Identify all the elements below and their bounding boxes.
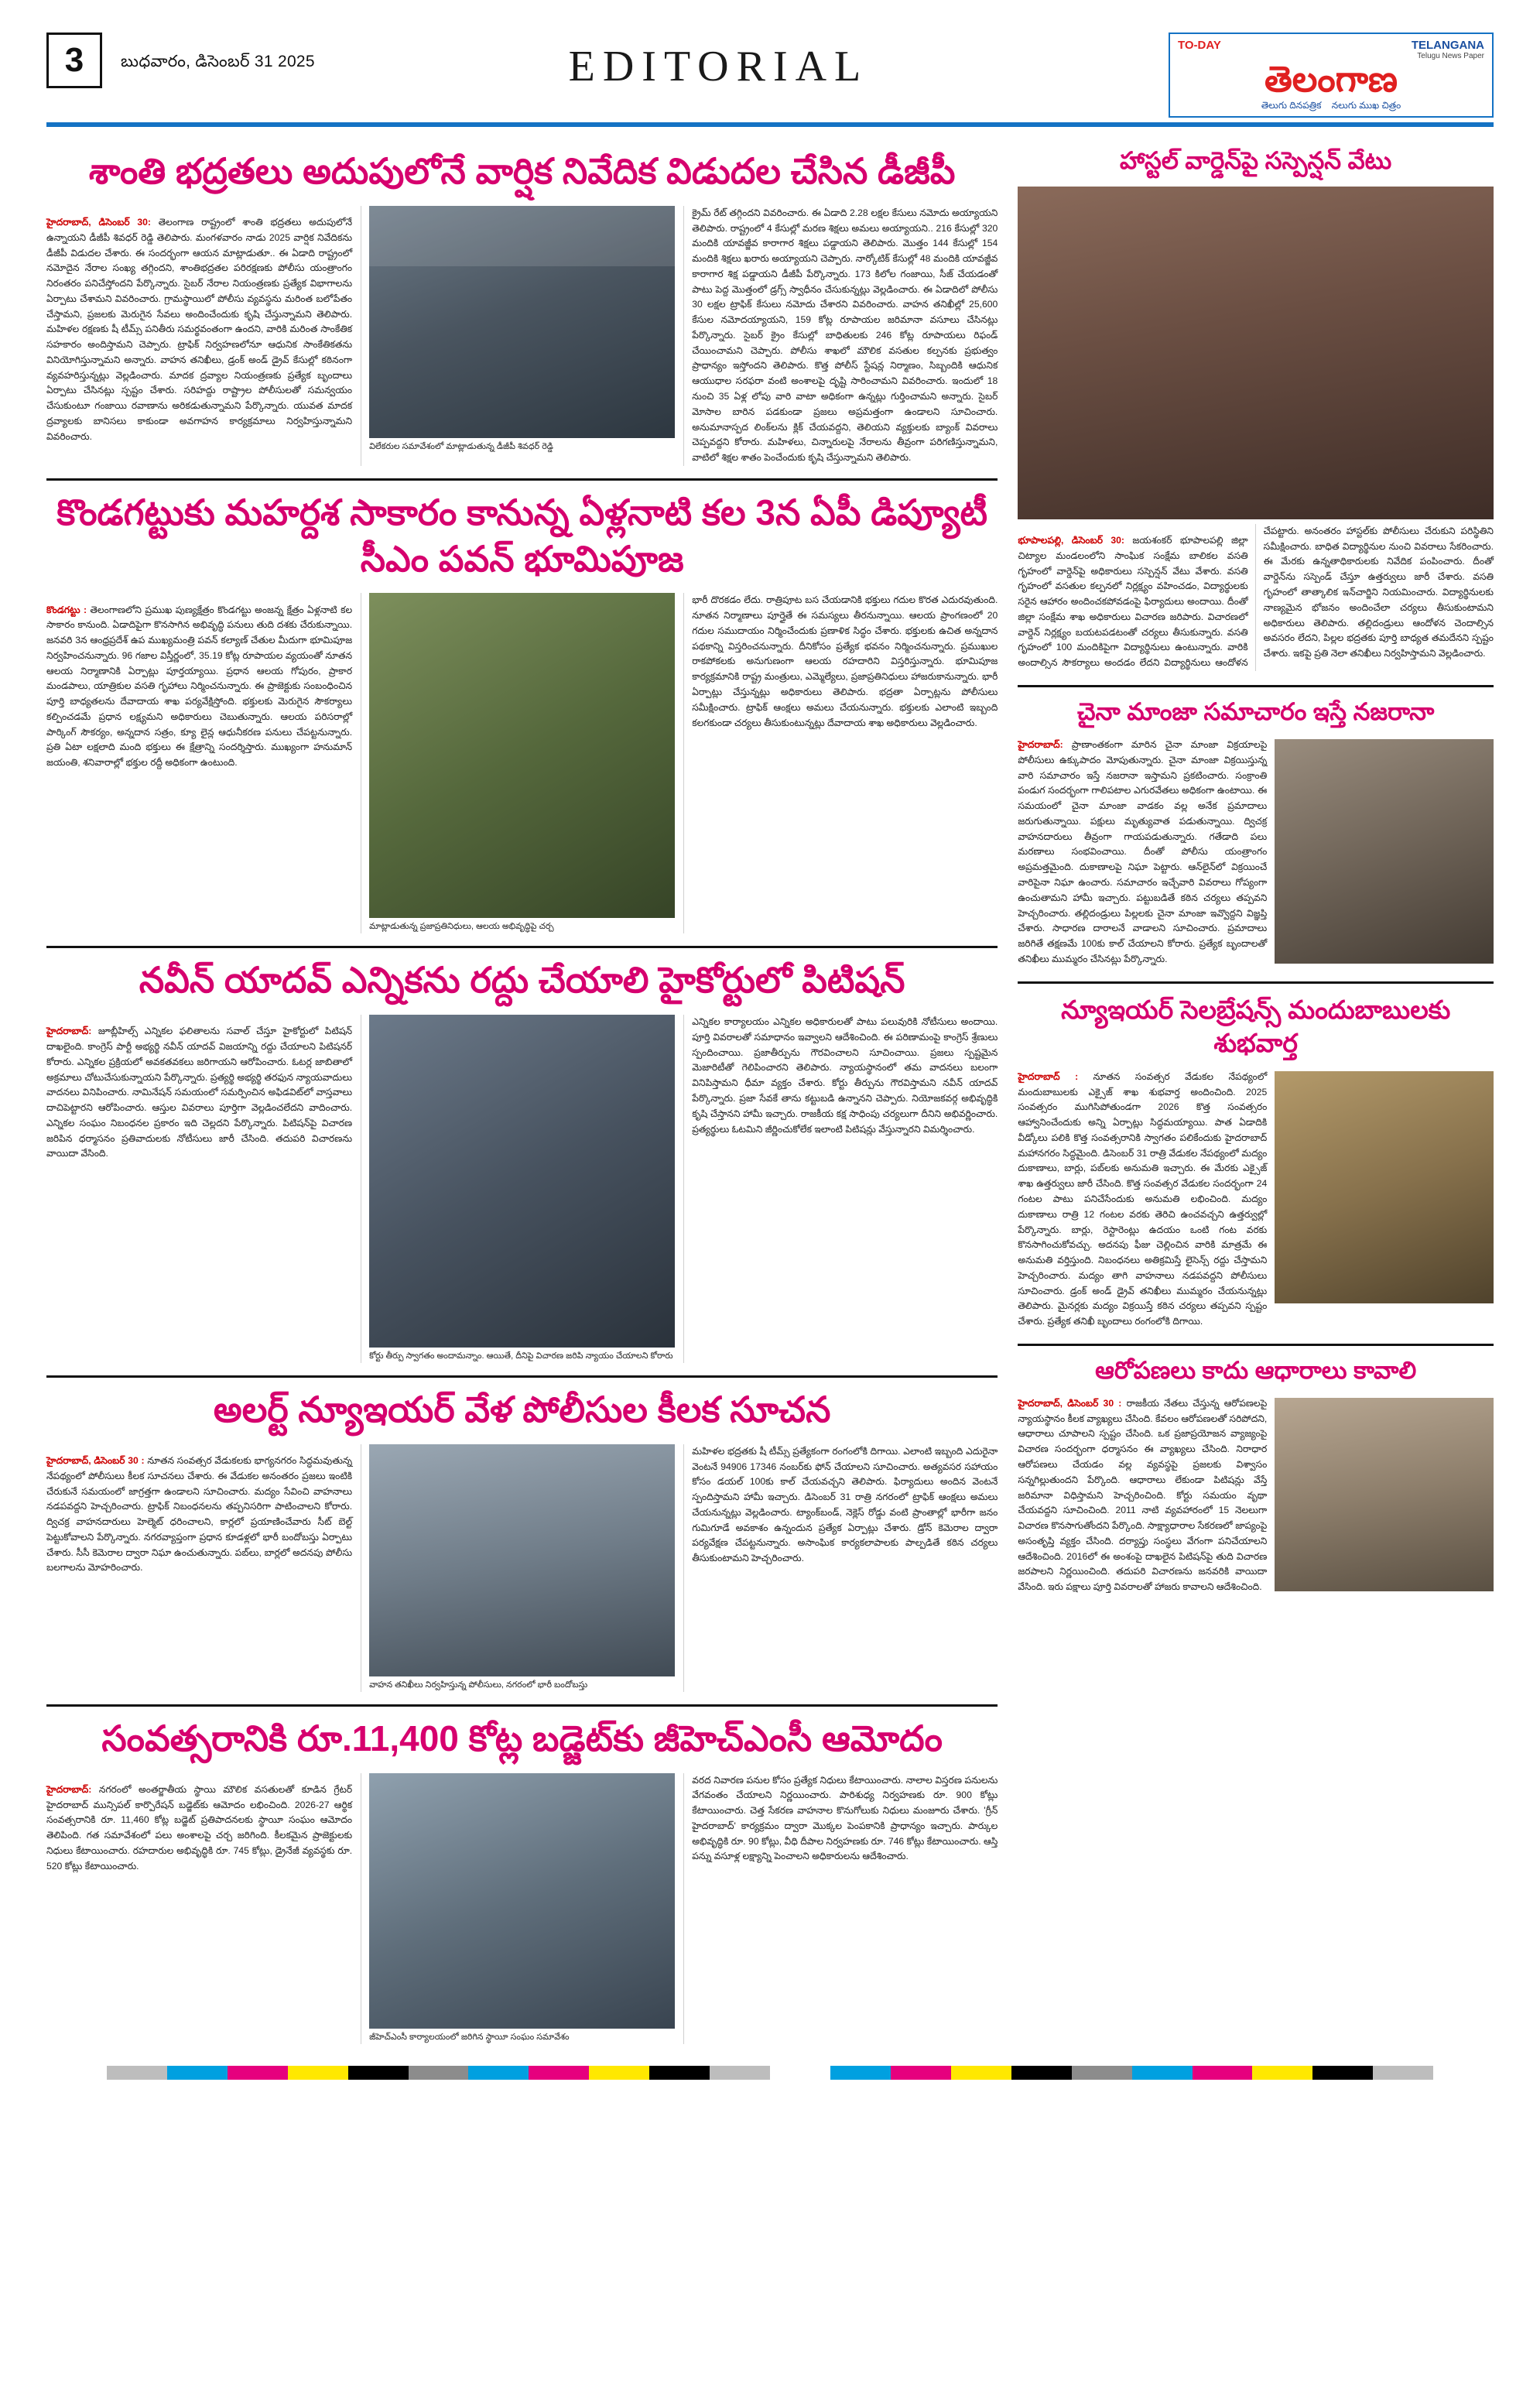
article-china-manja-photo [1275,739,1494,964]
color-swatch [1193,2066,1253,2080]
color-swatch [1373,2066,1433,2080]
logo-today: TO-DAY [1178,39,1221,52]
logo-state-sub: Telugu News Paper [1417,52,1484,60]
color-swatch [1132,2066,1193,2080]
article-ghmc-photo [369,1773,675,2029]
article-china-manja-headline: చైనా మాంజా సమాచారం ఇస్తే నజరానా [1076,697,1435,725]
article-dgp-caption: విలేకరుల సమావేశంలో మాట్లాడుతున్న డీజీపీ శివధర్ రెడ్డి [369,441,553,451]
article-ghmc-body-2: వరద నివారణ పనుల కోసం ప్రత్యేక నిధులు కేటాయించారు. నాలాల విస్తరణ పనులను వేగవంతం చేయాలని నిర్ణయించారు. పారిశుధ్య నిర్వహణకు రూ. 900 కోట్లు కేటాయించారు. చెత్త సేకరణ వాహనాల కొనుగోలుకు నిధులు మంజూరు చేశారు. 'గ్రీన్ హైదరాబాద్' కార్యక్రమం ద్వారా మొక్కల పెంపకానికి ప్రాధాన్యం ఇచ్చారు. పార్కుల అభివృద్ధికి రూ. 90 కోట్లు, వీధి దీపాల నిర్వహణకు రూ. 746 కోట్లు కేటాయించారు. ఆస్తి పన్ను వసూళ్ల లక్ష్యాన్ని పెంచాలని అధికారులను ఆదేశించారు. [692,1774,998,1862]
article-naveen-headline: నవీన్ యాదవ్ ఎన్నికను రద్దు చేయాలి హైకోర్టులో పిటిషన్ [139,960,905,1001]
article-dgp-photo [369,206,675,438]
article-dgp [46,149,998,466]
divider-4 [46,1704,998,1707]
article-newyear-liquor-figure [1275,1071,1494,1303]
logo-brand: తెలంగాణ [1264,60,1398,99]
article-kondagattu-dateline: కొండగట్టు : [46,604,87,615]
color-swatch [288,2066,348,2080]
article-naveen-body-1: జూబ్లీహిల్స్ ఎన్నికల ఫలితాలను సవాల్ చేస్తూ హైకోర్టులో పిటిషన్ దాఖలైంది. కాంగ్రెస్ పార్టీ అభ్యర్థి నవీన్ యాదవ్ విజయాన్ని రద్దు చేయాలని పిటిషనర్ కోరారు. ఎన్నికల ప్రక్రియలో అవకతవకలు జరిగాయని ఆరోపించారు. ఓటర్ల జాబితాలో అక్రమాలు చోటుచేసుకున్నాయని పేర్కొన్నారు. ప్రత్యర్థి అభ్యర్థి తరఫున న్యాయవాదులు వాదనలు వినిపించారు. నామినేషన్ సమయంలో సమర్పించిన అఫిడవిట్‌లో వాస్తవాలు దాచిపెట్టారని ఆరోపించారు. ఆస్తుల వివరాలు పూర్తిగా వెల్లడించలేదని వాదించారు. ఎన్నికల సంఘం నిబంధనల ప్రకారం ఇది చెల్లదని పేర్కొన్నారు. పిటిషన్‌పై విచారణ జరిపిన ధర్మాసనం ప్రతివాదులకు నోటీసులు జారీ చేసింది. తదుపరి విచారణను వాయిదా వేసింది. [46,1026,353,1159]
article-hostel-dateline: భూపాలపల్లి, డిసెంబర్ 30: [1018,535,1124,546]
article-naveen-caption: కోర్టు తీర్పు స్వాగతం అందామన్నాం. ఆయితే, దీనిపై విచారణ జరిపి న్యాయం చేయాలని కోరారు [369,1351,673,1361]
article-kondagattu-headline: కొండగట్టుకు మహర్దశ సాకారం కానున్న ఏళ్లనాటి కల 3న ఏపీ డిప్యూటీ సీఎం పవన్ భూమిపూజ [56,491,988,579]
article-kondagattu-figure [369,593,675,933]
color-swatch [529,2066,589,2080]
color-swatch [951,2066,1011,2080]
color-swatch [891,2066,951,2080]
publication-date: బుధవారం, డిసెంబర్ 31 2025 [121,53,315,70]
left-column [46,141,998,2049]
article-ghmc-figure [369,1773,675,2044]
color-swatch [589,2066,649,2080]
article-newyear-liquor-headline: న్యూఇయర్ సెలబ్రేషన్స్ మందుబాబులకు శుభవార్త [1061,995,1451,1058]
article-hostel-photo [1018,187,1494,519]
divider-r3 [1018,1344,1494,1346]
article-dgp-body-2: క్రైమ్ రేట్ తగ్గిందని వివరించారు. ఈ ఏడాది 2.28 లక్షల కేసులు నమోదు అయ్యాయని తెలిపారు. రాష్ట్రంలో 4 కేసుల్లో మరణ శిక్షలు అమలు అయ్యాయని.. 216 కేసుల్లో 320 మందికి యావజ్జీవ కారాగార శిక్షలు పడ్డాయని తెలిపారు. మొత్తం 144 కేసుల్లో 154 మందికి శిక్షలు ఖరారు అయ్యాయని చెప్పారు. నార్కోటిక్ కేసుల్లో 48 మందికి యావజ్జీవ కారాగార శిక్ష పడ్డాయని డీజీపీ పేర్కొన్నారు. 173 కిలోల గంజాయి, సీజ్ చేయడంతో పాటు పెద్ద మొత్తంలో డ్రగ్స్ స్వాధీనం చేసుకున్నట్లు వెల్లడించారు. ఈ ఏడాదిలో పోలీసు 30 లక్షల ట్రాఫిక్ కేసులు నమోదు చేశారని వివరించారు. వాహన తనిఖీల్లో 25,600 కేసుల నమోదయ్యాయని, 159 కోట్ల రూపాయల జరిమానా వసూలు చేసినట్లు పేర్కొన్నారు. సైబర్ క్రైం కేసుల్లో బాధితులకు 246 కోట్ల రూపాయలు రిఫండ్ చేయించామని చెప్పారు. పోలీసు శాఖలో మౌలిక వసతుల కల్పనకు ప్రభుత్వం ప్రాధాన్యం ఇస్తోందని తెలిపారు. కొత్త పోలీస్ స్టేషన్ల నిర్మాణం, సిబ్బందికి ఆధునిక ఆయుధాల సరఫరా వంటి అంశాలపై దృష్టి సారించామని వివరించారు. ఇందులో 18 నుంచి 35 ఏళ్ల లోపు వారి వాటా అధికంగా ఉన్నట్లు గుర్తించామని అన్నారు. సైబర్ మోసాల బారిన పడకుండా ప్రజలు అప్రమత్తంగా ఉండాలని సూచించారు. అనుమానాస్పద లింక్‌లను క్లిక్ చేయవద్దని, తెలియని వ్యక్తులకు బ్యాంక్ వివరాలు చెప్పవద్దని కోరారు. మహిళలు, చిన్నారులపై నేరాలను తీవ్రంగా పరిగణిస్తున్నామని, వాటిలో శిక్షల శాతం పెంచేందుకు కృషి చేస్తున్నామని తెలిపారు. [692,207,998,464]
article-hostel [1018,146,1494,671]
article-alert [46,1387,998,1692]
article-allegations-figure [1275,1398,1494,1591]
newspaper-logo [1169,33,1494,118]
article-alert-dateline: హైదరాబాద్, డిసెంబర్ 30 : [46,1455,145,1467]
article-newyear-liquor-photo [1275,1071,1494,1303]
article-ghmc-caption: జీహెచ్ఎంసీ కార్యాలయంలో జరిగిన స్థాయీ సంఘం సమావేశం [369,2032,570,2042]
article-naveen-figure [369,1015,675,1363]
divider-1 [46,478,998,481]
article-kondagattu-photo [369,593,675,918]
color-swatch [649,2066,710,2080]
section-title: EDITORIAL [568,43,869,91]
article-ghmc-body-1: నగరంలో అంతర్జాతీయ స్థాయి మౌలిక వసతులతో కూడిన గ్రేటర్ హైదరాబాద్ మున్సిపల్ కార్పొరేషన్ బడ్జెట్‌కు ఆమోదం లభించింది. 2026-27 ఆర్థిక సంవత్సరానికి రూ. 11,460 కోట్ల బడ్జెట్ ప్రతిపాదనలకు స్థాయీ సంఘం ఆమోదం తెలిపింది. గత సమావేశంలో పలు అంశాలపై చర్చ జరిగింది. కీలకమైన ప్రాజెక్టులకు నిధులు కేటాయించారు. రహదారుల అభివృద్ధికి రూ. 745 కోట్లు, డ్రైనేజీ వ్యవస్థకు రూ. 520 కోట్లు కేటాయించారు. [46,1783,353,1872]
article-allegations-headline: ఆరోపణలు కాదు ఆధారాలు కావాలి [1095,1356,1417,1384]
article-dgp-dateline: హైదరాబాద్, డిసెంబర్ 30: [46,216,151,228]
right-column [1018,141,1494,2049]
color-swatch [770,2066,830,2080]
divider-2 [46,946,998,948]
article-naveen [46,957,998,1363]
article-china-manja-body: ప్రాణాంతకంగా మారిన చైనా మాంజా విక్రయాలపై పోలీసులు ఉక్కుపాదం మోపుతున్నారు. చైనా మాంజా విక్రయిస్తున్న వారి సమాచారం ఇస్తే నజరానా ఇస్తామని ప్రకటించారు. సంక్రాంతి పండుగ సందర్భంగా గాలిపటాల ఎగురవేతలు అధికంగా ఉంటాయి. ఈ సమయంలో చైనా మాంజా వాడకం వల్ల అనేక ప్రమాదాలు జరుగుతున్నాయి. పక్షులు మృత్యువాత పడుతున్నాయి. ద్విచక్ర వాహనదారులు తీవ్రంగా గాయపడుతున్నారు. గతేడాది పలు మరణాలు సంభవించాయి. దీంతో పోలీసు యంత్రాంగం అప్రమత్తమైంది. దుకాణాలపై నిఘా పెట్టారు. ఆన్‌లైన్‌లో విక్రయించే వారిపైనా నిఘా ఉంచారు. సమాచారం ఇచ్చేవారి వివరాలు గోప్యంగా ఉంచుతామని హామీ ఇచ్చారు. పట్టుబడితే కఠిన చర్యలు తప్పవని హెచ్చరించారు. తల్లిదండ్రులు పిల్లలకు చైనా మాంజా ఇవ్వొద్దని విజ్ఞప్తి చేశారు. సాధారణ దారాలనే వాడాలని సూచించారు. ప్రమాదాలు జరిగితే తక్షణమే 100కు కాల్ చేయాలని కోరారు. ప్రత్యేక బృందాలతో తనిఖీలు ముమ్మరం చేసినట్లు పేర్కొన్నారు. [1018,739,1268,964]
article-kondagattu [46,490,998,934]
article-allegations-photo [1275,1398,1494,1591]
article-naveen-dateline: హైదరాబాద్: [46,1026,92,1037]
article-alert-headline: అలర్ట్ న్యూఇయర్ వేళ పోలీసుల కీలక సూచన [213,1389,831,1430]
article-kondagattu-caption: మాట్లాడుతున్న ప్రజాప్రతినిధులు, ఆలయ అభివృద్ధిపై చర్చ [369,922,554,932]
article-alert-photo [369,1444,675,1676]
registration-color-bar [46,2066,1494,2080]
divider-r1 [1018,685,1494,687]
article-hostel-headline: హాస్టల్ వార్డెన్‌పై సస్పెన్షన్ వేటు [1120,147,1392,174]
color-swatch [468,2066,529,2080]
divider-3 [46,1375,998,1378]
color-swatch [1252,2066,1312,2080]
page-content [46,127,1494,2049]
article-newyear-liquor-dateline: హైదరాబాద్ : [1018,1070,1079,1082]
color-swatch [1072,2066,1132,2080]
article-dgp-figure [369,206,675,454]
article-ghmc [46,1716,998,2044]
color-swatch [409,2066,469,2080]
masthead [46,0,1494,116]
color-swatch [1011,2066,1072,2080]
article-china-manja [1018,697,1494,967]
article-naveen-body-2: ఎన్నికల కార్యాలయం ఎన్నికల అధికారులతో పాటు పలువురికి నోటీసులు అందాయి. పూర్తి వివరాలతో సమాధానం ఇవ్వాలని ఆదేశించింది. ఈ పరిణామంపై కాంగ్రెస్ శ్రేణులు స్పందించాయి. ప్రజాతీర్పును గౌరవించాలని సూచించాయి. ప్రజలు స్పష్టమైన మెజారిటీతో గెలిపించారని తెలిపారు. న్యాయస్థానంలో తమ వాదనలు బలంగా వినిపిస్తామని ధీమా వ్యక్తం చేశారు. కోర్టు తీర్పును గౌరవిస్తామని నవీన్ యాదవ్ పేర్కొన్నారు. ప్రజా సేవకే తాను కట్టుబడి ఉన్నానని చెప్పారు. నియోజకవర్గ అభివృద్ధికి కృషి చేస్తానని హామీ ఇచ్చారు. రాజకీయ కక్ష సాధింపు చర్యలుగా దీనిని అభివర్ణించారు. ప్రత్యర్థులు ఓటమిని జీర్ణించుకోలేక ఇలాంటి పిటిషన్లు వేస్తున్నారని విమర్శించారు. [692,1016,998,1135]
article-allegations [1018,1355,1494,1595]
article-kondagattu-body-2: భారీ దొరకడం లేదు. రాత్రిపూట బస చేయడానికి భక్తులు గదుల కొరత ఎదురవుతుంది. నూతన నిర్మాణాలు పూర్తైతే ఈ సమస్యలు తీరనున్నాయి. ఆలయ ప్రాంగణంలో 20 గదుల సముదాయం నిర్మించేందుకు ప్రణాళిక సిద్ధం చేశారు. భక్తులకు ఉచిత అన్నదాన పథకాన్ని విస్తరించనున్నారు. దీనికోసం ప్రత్యేక భవనం నిర్మించనున్నారు. ప్రముఖుల రాకపోకలకు అనుగుణంగా ఆలయ రహదారిని విస్తరిస్తున్నారు. భూమిపూజ కార్యక్రమానికి రాష్ట్ర మంత్రులు, ఎమ్మెల్యేలు, ప్రజాప్రతినిధులు హాజరుకానున్నారు. భారీ ఏర్పాట్లు చేస్తున్నట్లు అధికారులు తెలిపారు. భద్రతా ఏర్పాట్లను పోలీసులు సమీక్షించారు. ట్రాఫిక్ ఆంక్షలు అమలు చేయనున్నారు. భక్తులకు ఎలాంటి ఇబ్బంది కలగకుండా చర్యలు తీసుకుంటున్నట్లు దేవాదాయ శాఖ అధికారులు వెల్లడించారు. [692,594,998,728]
color-swatch [710,2066,770,2080]
article-dgp-body-1: తెలంగాణ రాష్ట్రంలో శాంతి భద్రతలు అదుపులోనే ఉన్నాయని డీజీపీ శివధర్ రెడ్డి తెలిపారు. మంగళవారం నాడు 2025 వార్షిక నివేదికను డీజీపీ విడుదల చేశారు. ఈ సందర్భంగా ఆయన మాట్లాడుతూ.. ఈ ఏడాది రాష్ట్రంలో నమోదైన నేరాల సంఖ్య తగ్గిందని, శాంతిభద్రతల పరిరక్షణకు పోలీసు యంత్రాంగం నిరంతరం పనిచేస్తోందని పేర్కొన్నారు. సైబర్ నేరాల నియంత్రణకు ప్రత్యేక విభాగాలను ఏర్పాటు చేశామని వివరించారు. గ్రామస్థాయిలో పోలీసు వ్యవస్థను మరింత బలోపేతం చేస్తామని, ప్రజలకు మెరుగైన సేవలు అందించేందుకు కృషి చేస్తున్నామని తెలిపారు. మహిళల రక్షణకు షీ టీమ్స్ పనితీరు సమర్థవంతంగా ఉందని, వారికి మరింత సాంకేతిక సహకారం అందిస్తామని చెప్పారు. ట్రాఫిక్ నిర్వహణలోనూ ఆధునిక సాంకేతికతను వినియోగిస్తున్నామని అన్నారు. వాహన తనిఖీలు, డ్రంక్ అండ్ డ్రైవ్ కేసుల్లో కఠినంగా వ్యవహరిస్తున్నట్లు వెల్లడించారు. మాదక ద్రవ్యాల నియంత్రణకు ప్రత్యేక బృందాలు ఏర్పాటు చేసినట్లు స్పష్టం చేశారు. సరిహద్దు రాష్ట్రాల పోలీసులతో సమన్వయం చేసుకుంటూ గంజాయి రవాణాను అరికడుతున్నామని పేర్కొన్నారు. యువత మాదక ద్రవ్యాలకు బానిసలు కాకుండా అవగాహన కార్యక్రమాలు నిర్వహిస్తున్నామని వివరించారు. [46,216,353,442]
article-alert-body-2: మహిళల భద్రతకు షీ టీమ్స్ ప్రత్యేకంగా రంగంలోకి దిగాయి. ఎలాంటి ఇబ్బంది ఎదురైనా వెంటనే 94906 17346 నంబర్‌కు ఫోన్ చేయాలని సూచించారు. అత్యవసర సహాయం కోసం డయల్ 100కు కాల్ చేయవచ్చని తెలిపారు. ఫిర్యాదులు అందిన వెంటనే స్పందిస్తామని హామీ ఇచ్చారు. డిసెంబర్ 31 రాత్రి నగరంలో ట్రాఫిక్ ఆంక్షలు అమలు చేయనున్నట్లు వెల్లడించారు. ట్యాంక్‌బండ్, నెక్లెస్ రోడ్డు వంటి ప్రాంతాల్లో భారీగా జనం గుమిగూడే అవకాశం ఉన్నందున ప్రత్యేక ఏర్పాట్లు చేశారు. డ్రోన్ కెమెరాల ద్వారా పర్యవేక్షణ చేపట్టనున్నారు. అసాంఘిక కార్యకలాపాలకు పాల్పడితే కఠిన చర్యలు తీసుకుంటామని హెచ్చరించారు. [692,1445,998,1564]
color-swatch [228,2066,288,2080]
page-number: 3 [46,33,102,88]
color-swatch [830,2066,891,2080]
article-alert-body-1: నూతన సంవత్సర వేడుకలకు భాగ్యనగరం సిద్ధమవుతున్న నేపథ్యంలో పోలీసులు కీలక సూచనలు చేశారు. ఈ వేడుకల అనంతరం ప్రజలు ఇంటికి చేరుకునే సమయంలో జాగ్రత్తగా ఉండాలని సూచించారు. మద్యం సేవించి వాహనాలు నడపవద్దని హెచ్చరించారు. ట్రాఫిక్ నిబంధనలను తప్పనిసరిగా పాటించాలని కోరారు. ద్విచక్ర వాహనదారులు హెల్మెట్ ధరించాలని, కార్లలో ప్రయాణించేవారు సీట్ బెల్ట్ పెట్టుకోవాలని పేర్కొన్నారు. నగరవ్యాప్తంగా ప్రధాన కూడళ్లలో భారీ బందోబస్తు ఏర్పాటు చేశారు. సీసీ కెమెరాల ద్వారా నిఘా ఉంచుతున్నారు. పబ్‌లు, బార్లలో అదనపు పోలీసు బలగాలను మోహరించారు. [46,1455,353,1574]
color-swatch [348,2066,409,2080]
article-hostel-body: జయశంకర్ భూపాలపల్లి జిల్లా చిట్యాల మండలంలోని సాంఘిక సంక్షేమ బాలికల వసతి గృహంలో వార్డెన్‌పై అధికారులు సస్పెన్షన్ వేటు వేశారు. వసతి గృహంలో వసతుల కల్పనలో నిర్లక్ష్యం వహించడం, విద్యార్థులకు సరైన ఆహారం అందించకపోవడంపై ఫిర్యాదులు అందాయి. దీంతో జిల్లా సంక్షేమ శాఖ అధికారులు విచారణ జరిపారు. విచారణలో వార్డెన్ నిర్లక్ష్యం బయటపడటంతో చర్యలు తీసుకున్నారు. వసతి గృహంలో 100 మందికిపైగా విద్యార్థినులు ఉంటున్నారు. వారికి అందాల్సిన సౌకర్యాలు అందడం లేదని విద్యార్థినులు ఆందోళన చేపట్టారు. అనంతరం హాస్టల్‌కు పోలీసులు చేరుకుని పరిస్థితిని సమీక్షించారు. బాధిత విద్యార్థినుల నుంచి వివరాలు సేకరించారు. ఈ మేరకు ఉన్నతాధికారులకు నివేదిక పంపించారు. దీంతో వార్డెన్‌ను సస్పెండ్ చేస్తూ ఉత్తర్వులు జారీ చేశారు. వసతి గృహంలో తాత్కాలిక ఇన్‌చార్జిని నియమించారు. విద్యార్థినులకు నాణ్యమైన భోజనం అందించేలా చర్యలు తీసుకుంటామని అధికారులు తెలిపారు. తల్లిదండ్రులు ఆందోళన చెందాల్సిన అవసరం లేదని, పిల్లల భద్రతకు పూర్తి బాధ్యత తమదేనని స్పష్టం చేశారు. ఇకపై ప్రతి నెలా తనిఖీలు నిర్వహిస్తామని వెల్లడించారు. [1018,525,1494,669]
article-china-manja-figure [1275,739,1494,964]
article-newyear-liquor-body: నూతన సంవత్సర వేడుకల నేపథ్యంలో మందుబాబులకు ఎక్సైజ్ శాఖ శుభవార్త అందించింది. 2025 సంవత్సరం ముగిసిపోతుండగా 2026 కొత్త సంవత్సరం ఆహ్వానించేందుకు అన్ని ఏర్పాట్లు సిద్ధమయ్యాయి. పాత ఏడాదికి వీడ్కోలు పలికి కొత్త సంవత్సరానికి స్వాగతం పలికేందుకు హైదరాబాద్ మహానగరం సిద్ధమైంది. డిసెంబర్ 31 రాత్రి వేడుకల నేపథ్యంలో మద్యం దుకాణాలు, బార్లు, పబ్‌లకు అనుమతి ఇచ్చారు. ఈ మేరకు ఎక్సైజ్ శాఖ ఉత్తర్వులు జారీ చేసింది. కొత్త సంవత్సర వేడుకల సందర్భంగా 24 గంటల పాటు పనిచేసేందుకు అనుమతి లభించింది. మద్యం దుకాణాలు రాత్రి 12 గంటల వరకు తెరిచి ఉంచవచ్చని ఉత్తర్వుల్లో పేర్కొన్నారు. బార్లు, రెస్టారెంట్లు ఉదయం ఒంటి గంట వరకు కొనసాగించుకోవచ్చు. అదనపు ఫీజు చెల్లించిన వారికి మాత్రమే ఈ అనుమతి వర్తిస్తుంది. నిబంధనలు అతిక్రమిస్తే లైసెన్స్ రద్దు చేస్తామని హెచ్చరించారు. మద్యం తాగి వాహనాలు నడపవద్దని పోలీసులు సూచించారు. డ్రంక్ అండ్ డ్రైవ్ తనిఖీలు ముమ్మరం చేయనున్నట్లు తెలిపారు. మైనర్లకు మద్యం విక్రయిస్తే కఠిన చర్యలు తప్పవని స్పష్టం చేశారు. ప్రత్యేక తనిఖీ బృందాలు రంగంలోకి దిగాయి. [1018,1070,1268,1327]
color-swatch [46,2066,107,2080]
article-hostel-figure [1018,187,1494,519]
article-alert-figure [369,1444,675,1692]
color-swatch [107,2066,167,2080]
article-allegations-dateline: హైదరాబాద్, డిసెంబర్ 30 : [1018,1397,1122,1409]
logo-tagline-2: నలుగు ముఖ చిత్రం [1331,100,1401,111]
color-swatch [167,2066,228,2080]
article-dgp-headline: శాంతి భద్రతలు అదుపులోనే వార్షిక నివేదిక విడుదల చేసిన డీజీపీ [88,151,956,191]
article-alert-caption: వాహన తనిఖీలు నిర్వహిస్తున్న పోలీసులు, నగరంలో భారీ బందోబస్తు [369,1680,588,1690]
article-allegations-body: రాజకీయ నేతలు చేస్తున్న ఆరోపణలపై న్యాయస్థానం కీలక వ్యాఖ్యలు చేసింది. కేవలం ఆరోపణలతో సరిపోదని, ఆధారాలు చూపాలని స్పష్టం చేసింది. ఒక ప్రజాప్రయోజన వ్యాజ్యంపై విచారణ సందర్భంగా ధర్మాసనం ఈ వ్యాఖ్యలు చేసింది. నిరాధార ఆరోపణలు చేయడం వల్ల వ్యవస్థపై ప్రజలకు విశ్వాసం సన్నగిల్లుతుందని పేర్కొంది. ఆధారాలు లేకుండా పిటిషన్లు వేస్తే జరిమానా విధిస్తామని హెచ్చరించింది. కోర్టు సమయం వృథా చేయవద్దని సూచించింది. 2011 నాటి వ్యవహారంలో 15 నెలలుగా విచారణ కొనసాగుతోందని పేర్కొంది. సాక్ష్యాధారాల సేకరణలో జాప్యంపై అసంతృప్తి వ్యక్తం చేసింది. దర్యాప్తు సంస్థలు వేగంగా పనిచేయాలని ఆదేశించింది. 2016లో ఈ అంశంపై దాఖలైన పిటిషన్‌పై తుది విచారణ జరపాలని నిర్ణయించింది. తదుపరి విచారణను జనవరికి వాయిదా వేసింది. ఇరు పక్షాలు పూర్తి వివరాలతో హాజరు కావాలని ఆదేశించింది. [1018,1397,1268,1593]
color-swatch [1312,2066,1373,2080]
color-swatch [1433,2066,1494,2080]
logo-tagline: తెలుగు దినపత్రిక [1261,100,1322,111]
article-newyear-liquor [1018,993,1494,1330]
divider-r2 [1018,981,1494,984]
article-china-manja-dateline: హైదరాబాద్: [1018,739,1063,751]
article-ghmc-headline: సంవత్సరానికి రూ.11,400 కోట్ల బడ్జెట్‌కు జీహెచ్ఎంసీ ఆమోదం [101,1717,943,1759]
article-naveen-photo [369,1015,675,1348]
logo-state: TELANGANA [1411,39,1484,52]
article-kondagattu-body-1: తెలంగాణలోని ప్రముఖ పుణ్యక్షేత్రం కొండగట్టు అంజన్న క్షేత్రం ఏళ్లనాటి కల సాకారం కానుంది. ఏడాదిపైగా కొనసాగిన అభివృద్ధి పనులు తుది దశకు చేరుకున్నాయి. జనవరి 3న ఆంధ్రప్రదేశ్ ఉప ముఖ్యమంత్రి పవన్ కల్యాణ్ చేతుల మీదుగా భూమిపూజ నిర్వహించనున్నారు. 96 గజాల విస్తీర్ణంలో, 35.19 కోట్ల రూపాయల వ్యయంతో నూతన ఆలయ నిర్మాణానికి ఏర్పాట్లు పూర్తయ్యాయి. ప్రధాన ఆలయ గోపురం, ప్రాకార మండపాలు, యాత్రికుల వసతి గృహాలు నిర్మించనున్నారు. ఈ ప్రాజెక్టుకు సంబంధించిన పూర్తి బాధ్యతలను దేవాదాయ శాఖ పర్యవేక్షిస్తోంది. భక్తులకు మెరుగైన సౌకర్యాలు కల్పించడమే ప్రధాన లక్ష్యమని అధికారులు చెబుతున్నారు. ఆలయ పరిసరాల్లో పార్కింగ్ సౌకర్యం, అన్నదాన సత్రం, క్యూ లైన్ల ఆధునీకరణ పనులు చేపట్టనున్నారు. ప్రతి ఏటా లక్షలాది మంది భక్తులు ఈ క్షేత్రాన్ని సందర్శిస్తారు. ముఖ్యంగా హనుమాన్ జయంతి, శనివారాల్లో భక్తుల రద్దీ అధికంగా ఉంటుంది. [46,604,353,769]
article-ghmc-dateline: హైదరాబాద్: [46,1783,92,1795]
